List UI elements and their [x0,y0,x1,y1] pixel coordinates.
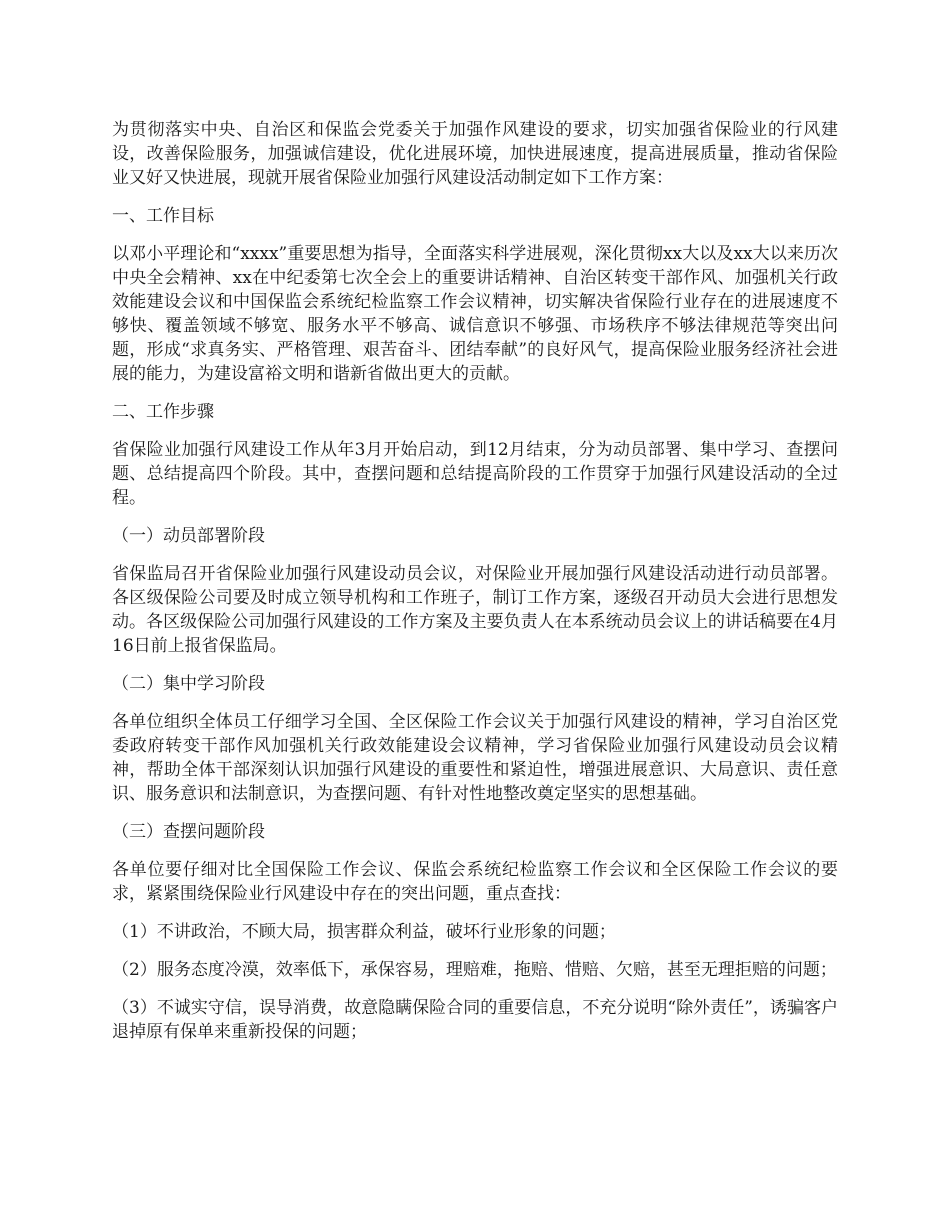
list-item-1: （1）不讲政治，不顾大局，损害群众利益，破坏行业形象的问题； [112,922,616,942]
list-item-2: （2）服务态度冷漠，效率低下，承保容易，理赔难，拖赔、惜赔、欠赔，甚至无理拒赔的问题； [112,960,837,980]
section-heading-goals: 一、工作目标 [112,206,214,226]
steps-paragraph: 省保险业加强行风建设工作从年3月开始启动，到12月结束，分为动员部署、集中学习、查摆问题、总结提高四个阶段。其中，查摆问题和总结提高阶段的工作贯穿于加强行风建设活动的全过程。 [112,440,838,508]
goals-paragraph: 以邓小平理论和“xxxx”重要思想为指导，全面落实科学进展观，深化贯彻xx大以及xx大以来历次中央全会精神、xx在中纪委第七次全会上的重要讲话精神、自治区转变干部作风、加强机关行政效能建设会议和中国保监会系统纪检监察工作会议精神，切实解决省保险行业存在的进展速度不够快、覆盖领域不够宽、服务水平不够高、诚信意识不够强、市场秩序不够法律规范等突出问题，形成“求真务实、严格管理、艰苦奋斗、团结奉献”的良好风气，提高保险业服务经济社会进展的能力，为建设富裕文明和谐新省做出更大的贡献。 [112,244,838,384]
subheading-inspection: （三）查摆问题阶段 [112,822,265,842]
mobilization-paragraph: 省保监局召开省保险业加强行风建设动员会议，对保险业开展加强行风建设活动进行动员部署。各区级保险公司要及时成立领导机构和工作班子，制订工作方案，逐级召开动员大会进行思想发动。各区级保险公司加强行风建设的工作方案及主要负责人在本系统动员会议上的讲话稿要在4月16日前上报省保监局。 [112,564,838,656]
list-item-3: （3）不诚实守信，误导消费，故意隐瞒保险合同的重要信息，不充分说明“除外责任”，诱骗客户退掉原有保单来重新投保的问题； [112,998,838,1042]
inspection-paragraph: 各单位要仔细对比全国保险工作会议、保监会系统纪检监察工作会议和全区保险工作会议的要求，紧紧围绕保险业行风建设中存在的突出问题，重点查找： [112,860,838,904]
subheading-study: （二）集中学习阶段 [112,674,265,694]
section-heading-steps: 二、工作步骤 [112,402,214,422]
subheading-mobilization: （一）动员部署阶段 [112,526,265,546]
study-paragraph: 各单位组织全体员工仔细学习全国、全区保险工作会议关于加强行风建设的精神，学习自治区党委政府转变干部作风加强机关行政效能建设会议精神，学习省保险业加强行风建设动员会议精神，帮助全体干部深刻认识加强行风建设的重要性和紧迫性，增强进展意识、大局意识、责任意识、服务意识和法制意识，为查摆问题、有针对性地整改奠定坚实的思想基础。 [112,712,838,804]
intro-paragraph: 为贯彻落实中央、自治区和保监会党委关于加强作风建设的要求，切实加强省保险业的行风建设，改善保险服务，加强诚信建设，优化进展环境，加快进展速度，提高进展质量，推动省保险业又好又快进展，现就开展省保险业加强行风建设活动制定如下工作方案： [112,120,838,188]
